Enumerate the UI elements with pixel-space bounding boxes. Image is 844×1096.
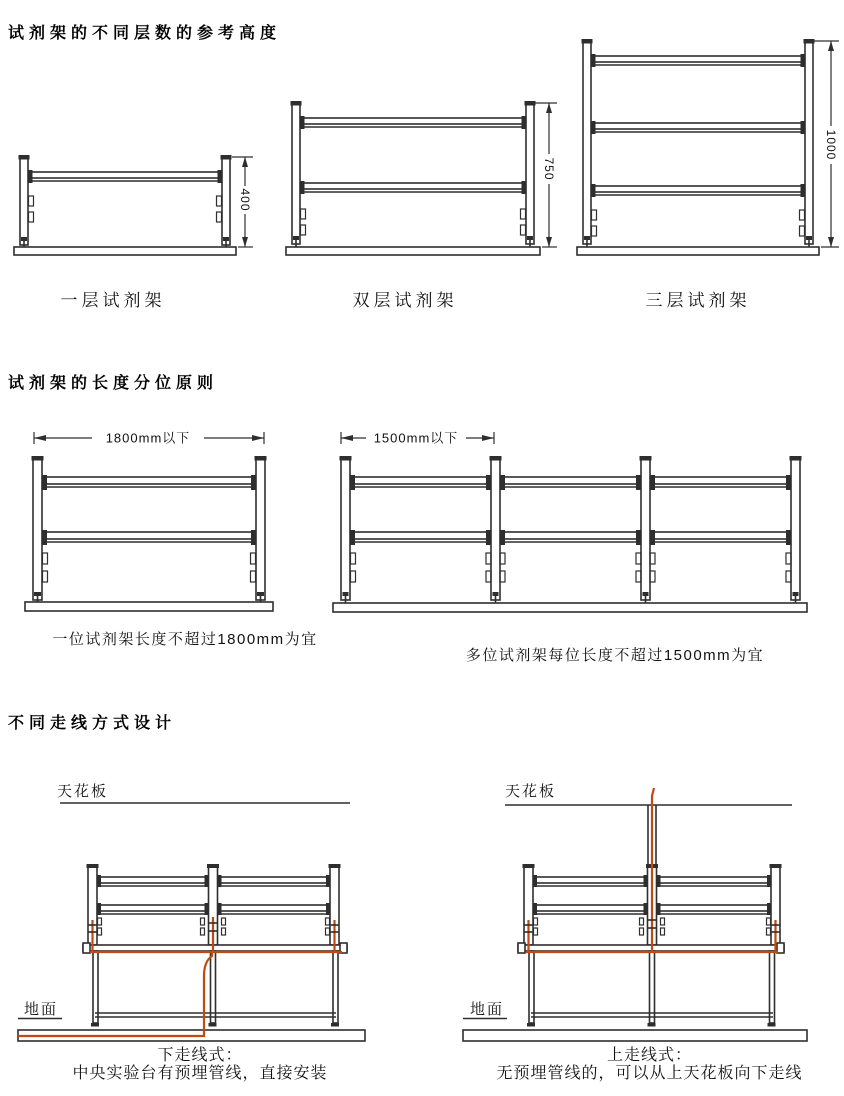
three-layer-rack-diagram — [573, 30, 844, 270]
dimension-label: 1800mm以下 — [105, 430, 191, 446]
rack-structure — [286, 101, 540, 255]
wire-routing — [525, 788, 780, 952]
multi-position-rack-diagram — [328, 428, 814, 618]
bottom-routed-wiring-diagram — [0, 770, 420, 1055]
rack-structure — [25, 456, 273, 611]
floor — [463, 1000, 507, 1019]
rack-label-one-layer: 一层试剂架 — [60, 291, 166, 310]
ceiling-label: 天花板 — [505, 783, 557, 800]
section-wiring-title: 不同走线方式设计 — [8, 715, 177, 732]
height-dimension — [534, 103, 557, 247]
bottom-routed-caption-title: 下走线式： — [157, 1047, 243, 1064]
rack-structure — [577, 39, 819, 255]
top-routed-caption-detail: 无预埋管线的，可以从上天花板向下走线 — [496, 1065, 803, 1082]
top-routed-wiring-diagram — [440, 770, 844, 1055]
floor — [18, 1000, 62, 1019]
bottom-routed-caption-detail: 中央实验台有预埋管线，直接安装 — [72, 1065, 328, 1082]
single-rack-caption: 一位试剂架长度不超过1800mm为宜 — [52, 631, 318, 648]
ceiling-label: 天花板 — [57, 783, 109, 800]
dimension-label: 750 — [542, 157, 556, 181]
dimension-label: 1000 — [824, 129, 838, 161]
rack-structure — [333, 456, 807, 612]
wire-routing — [18, 917, 342, 1036]
rack-label-three-layer: 三层试剂架 — [645, 291, 751, 310]
multi-rack-caption: 多位试剂架每位长度不超过1500mm为宜 — [465, 647, 765, 664]
two-layer-rack-diagram — [283, 92, 568, 270]
floor-label: 地面 — [24, 1001, 59, 1018]
section-heights-title: 试剂架的不同层数的参考高度 — [8, 25, 282, 42]
floor-label: 地面 — [470, 1001, 505, 1018]
height-dimension — [232, 157, 253, 247]
height-dimension — [813, 41, 839, 247]
length-dimension — [341, 431, 494, 446]
length-dimension — [34, 431, 264, 446]
ceiling — [505, 782, 792, 866]
rack-label-two-layer: 双层试剂架 — [352, 291, 458, 310]
top-routed-caption-title: 上走线式： — [606, 1047, 692, 1064]
rack-structure — [14, 155, 236, 255]
one-layer-rack-diagram — [10, 140, 260, 270]
section-length-title: 试剂架的长度分位原则 — [8, 375, 219, 392]
ceiling — [57, 782, 350, 803]
dimension-label: 1500mm以下 — [373, 430, 459, 446]
single-position-rack-diagram — [18, 428, 318, 618]
dimension-label: 400 — [238, 188, 252, 212]
